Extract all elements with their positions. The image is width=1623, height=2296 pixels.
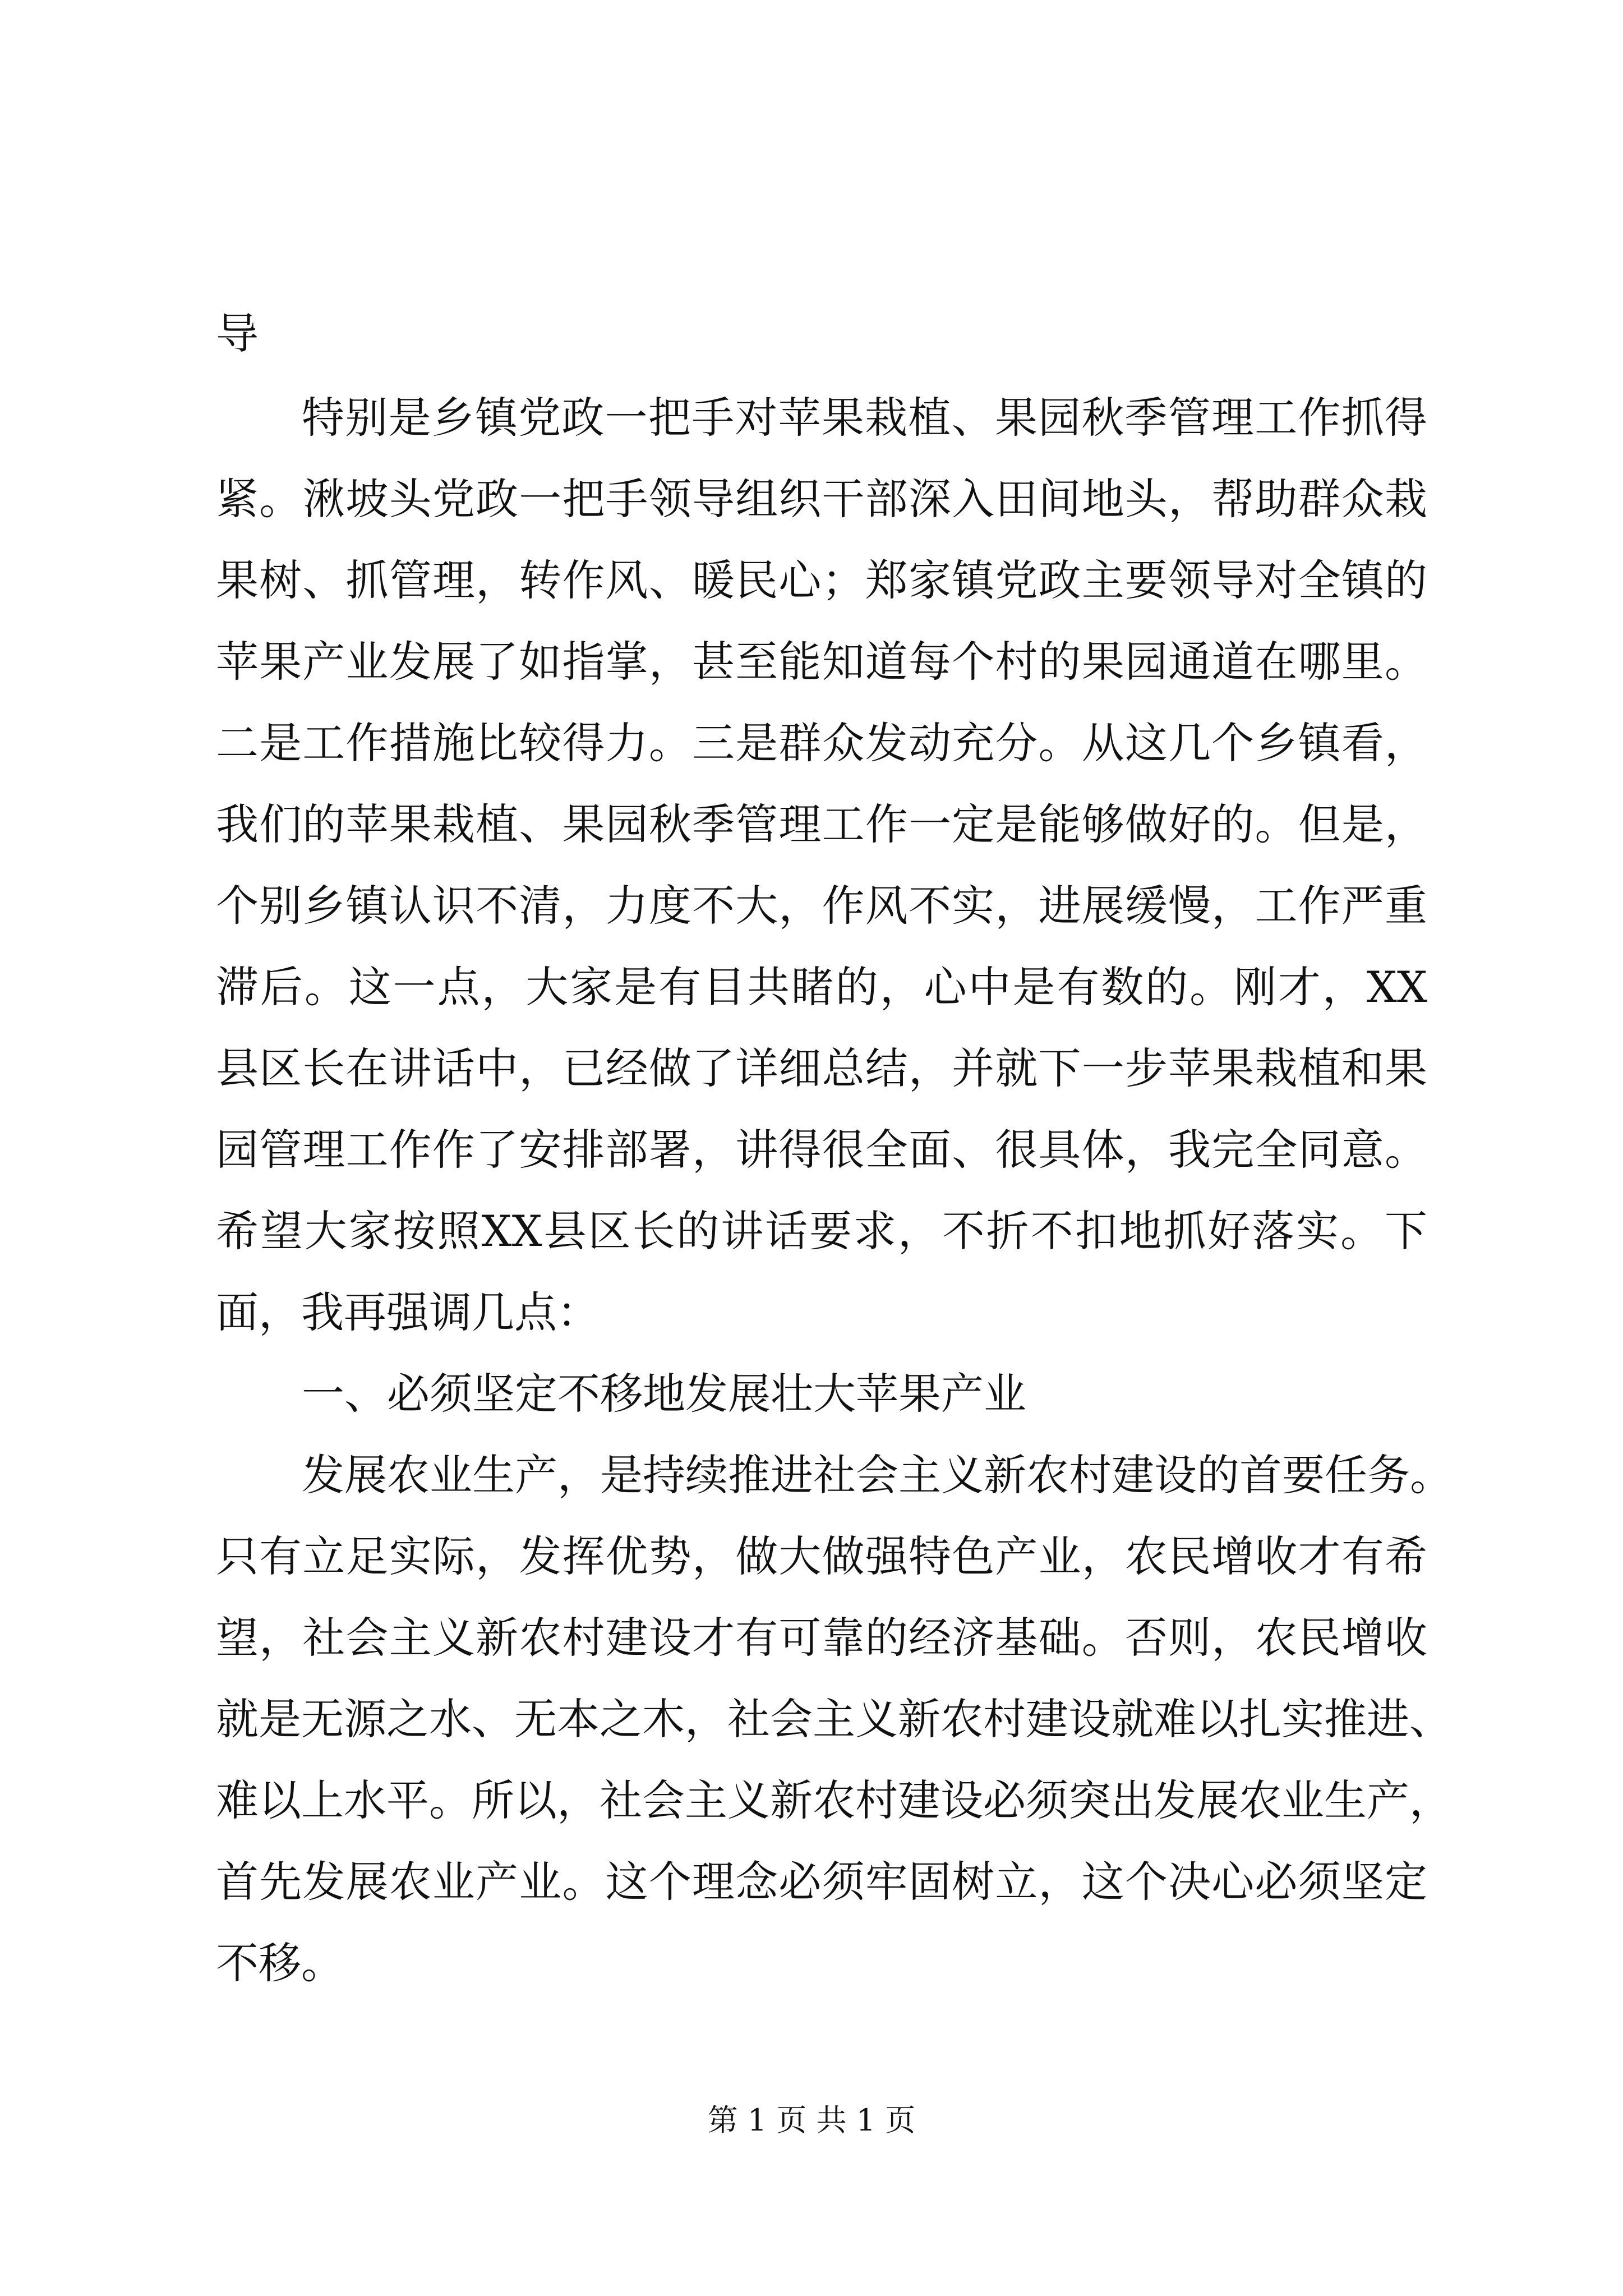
text-line-4: 果树、抓管理，转作风、暖民心；郑家镇党政主要领导对全镇的	[216, 555, 1427, 605]
text-line-6: 二是工作措施比较得力。三是群众发动充分。从这几个乡镇看，	[216, 718, 1427, 768]
text-line-9: 滞后。这一点，大家是有目共睹的，心中是有数的。刚才，XX	[216, 962, 1427, 1012]
text-line-18: 就是无源之水、无本之木，社会主义新农村建设就难以扎实推进、	[216, 1694, 1452, 1744]
text-line-20: 首先发展农业产业。这个理念必须牢固树立，这个决心必须坚定	[216, 1857, 1427, 1907]
text-line-2: 特别是乡镇党政一把手对苹果栽植、果园秋季管理工作抓得	[302, 393, 1427, 443]
text-line-21: 不移。	[216, 1938, 344, 1988]
text-line-12: 希望大家按照XX县区长的讲话要求，不折不扣地抓好落实。下	[216, 1206, 1427, 1256]
text-line-16: 只有立足实际，发挥优势，做大做强特色产业，农民增收才有希	[216, 1531, 1427, 1581]
text-line-19: 难以上水平。所以，社会主义新农村建设必须突出发展农业生产，	[216, 1775, 1452, 1825]
text-line-5: 苹果产业发展了如指掌，甚至能知道每个村的果园通道在哪里。	[216, 637, 1427, 687]
text-line-7: 我们的苹果栽植、果园秋季管理工作一定是能够做好的。但是，	[216, 799, 1427, 849]
text-line-3: 紧。湫坡头党政一把手领导组织干部深入田间地头，帮助群众栽	[216, 474, 1427, 524]
text-line-15: 发展农业生产，是持续推进社会主义新农村建设的首要任务。	[302, 1450, 1453, 1500]
text-line-11: 园管理工作作了安排部署，讲得很全面、很具体，我完全同意。	[216, 1125, 1427, 1175]
text-line-13: 面，我再强调几点：	[216, 1287, 600, 1337]
text-line-10: 县区长在讲话中，已经做了详细总结，并就下一步苹果栽植和果	[216, 1043, 1427, 1093]
page-footer: 第 1 页 共 1 页	[707, 2102, 916, 2138]
text-line-1: 导	[216, 309, 259, 358]
text-line-17: 望，社会主义新农村建设才有可靠的经济基础。否则，农民增收	[216, 1613, 1427, 1663]
text-line-8: 个别乡镇认识不清，力度不大，作风不实，进展缓慢，工作严重	[216, 881, 1427, 931]
section-heading: 一、必须坚定不移地发展壮大苹果产业	[302, 1369, 1026, 1419]
